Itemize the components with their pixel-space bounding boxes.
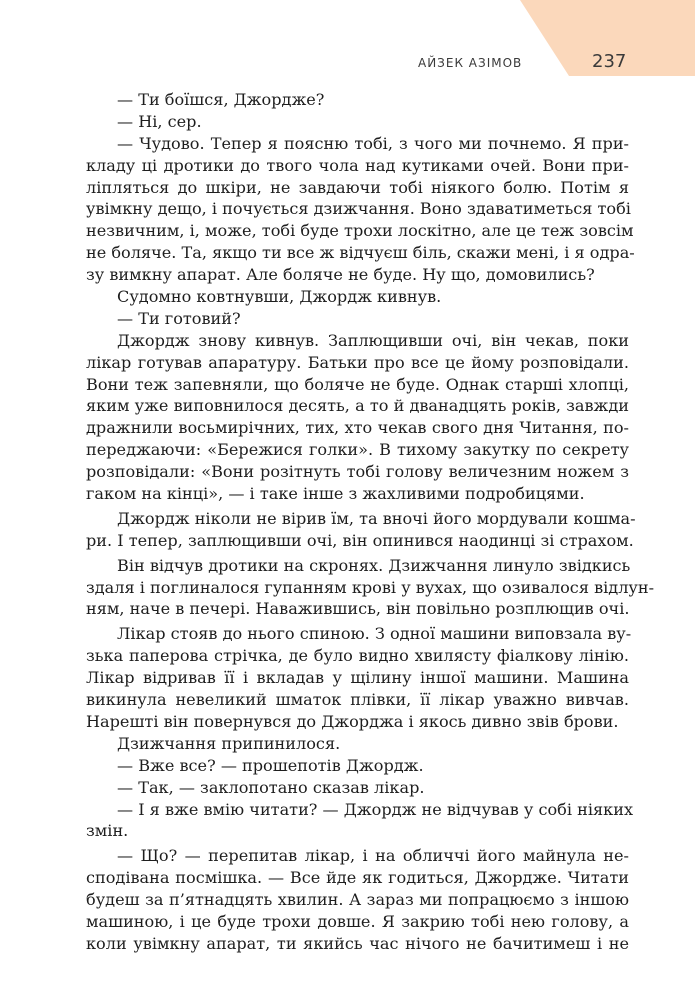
text-line: яким уже виповнилося десять, а то й дванадцять років, завжди (86, 396, 629, 416)
text-line: незвичним, і, може, тобі буде трохи лоскітно, але це теж зовсім (86, 221, 634, 241)
text-line: — Чудово. Тепер я поясню тобі, з чого ми почнемо. Я при- (117, 133, 629, 153)
text-line: — Ти боїшся, Джордже? (117, 90, 325, 109)
text-line: — Що? — перепитав лікар, і на обличчі його майнула не- (117, 846, 629, 866)
text-line: Дзижчання припинилося. (117, 733, 341, 753)
text-line: ням, наче в печері. Наважившись, він повільно розплющив очі. (86, 599, 630, 619)
text-line: коли увімкну апарат, ти якийсь час нічого не бачитимеш і не (86, 933, 629, 953)
text-line: лікар готував апаратуру. Батьки про все це йому розповідали. (86, 352, 629, 372)
page-header (0, 48, 695, 78)
body-text (86, 89, 655, 955)
text-line: Він відчув дротики на скронях. Дзижчання линуло звідкись (117, 555, 631, 575)
text-line: переджаючи: «Бережися голки». В тихому закутку по секрету (86, 440, 629, 460)
text-line: Джордж знову кивнув. Заплющивши очі, він чекав, поки (117, 330, 629, 350)
text-line: розповідали: «Вони розітнуть тобі голову величезним ножем з (86, 462, 629, 482)
text-line: викинула невеликий шматок плівки, її лікар уважно вивчав. (86, 690, 629, 710)
text-line: Нарешті він повернувся до Джорджа і якось дивно звів брови. (86, 711, 619, 731)
text-line: гаком на кінці», — і таке інше з жахливими подробицями. (86, 484, 585, 504)
running-head-author: АЙЗЕК АЗІМОВ (418, 56, 523, 70)
text-line: машиною, і це буде трохи довше. Я закрию тобі нею голову, а (86, 911, 629, 931)
text-line: — І я вже вмію читати? — Джордж не відчував у собі ніяких (117, 799, 634, 819)
text-line: не боляче. Та, якщо ти все ж відчуєш біль, скажи мені, і я одра- (86, 243, 635, 263)
text-line: — Ти готовий? (117, 308, 241, 328)
text-line: Лікар стояв до нього спиною. З одної машини виповзала ву- (117, 624, 632, 644)
text-line: дражнили восьмирічних, тих, хто чекав свого дня Читання, по- (86, 418, 629, 438)
text-line: — Ні, сер. (117, 111, 202, 131)
text-line: — Так, — заклопотано сказав лікар. (117, 777, 425, 797)
text-line: — Вже все? — прошепотів Джордж. (117, 755, 424, 775)
text-line: ри. І тепер, заплющивши очі, він опинився наодинці зі страхом. (86, 530, 634, 550)
text-line: будеш за п’ятнадцять хвилин. А зараз ми попрацюємо з іншою (86, 890, 629, 910)
text-line: Лікар відривав її і вкладав у щілину іншої машини. Машина (86, 668, 629, 688)
text-line: кладу ці дротики до твого чола над кутиками очей. Вони при- (86, 155, 629, 175)
text-line: здаля і поглиналося гупанням крові у вухах, що озивалося відлун- (86, 577, 655, 597)
text-line: зька паперова стрічка, де було видно хвилясту фіалкову лінію. (86, 646, 629, 666)
text-line: Джордж ніколи не вірив їм, та вночі його мордували кошма- (117, 508, 636, 528)
text-line: Судомно ковтнувши, Джордж кивнув. (117, 287, 442, 307)
text-line: ліпляться до шкіри, не завдаючи тобі ніякого болю. Потім я (86, 177, 629, 197)
text-line: увімкну дещо, і почується дзижчання. Воно здаватиметься тобі (86, 199, 631, 219)
text-line: зу вимкну апарат. Але боляче не буде. Ну що, домовились? (86, 265, 595, 285)
page-number: 237 (592, 51, 627, 72)
text-line: сподівана посмішка. — Все йде як годиться, Джордже. Читати (86, 868, 629, 888)
text-line: змін. (86, 821, 129, 841)
text-line: Вони теж запевняли, що боляче не буде. Однак старші хлопці, (86, 374, 629, 394)
